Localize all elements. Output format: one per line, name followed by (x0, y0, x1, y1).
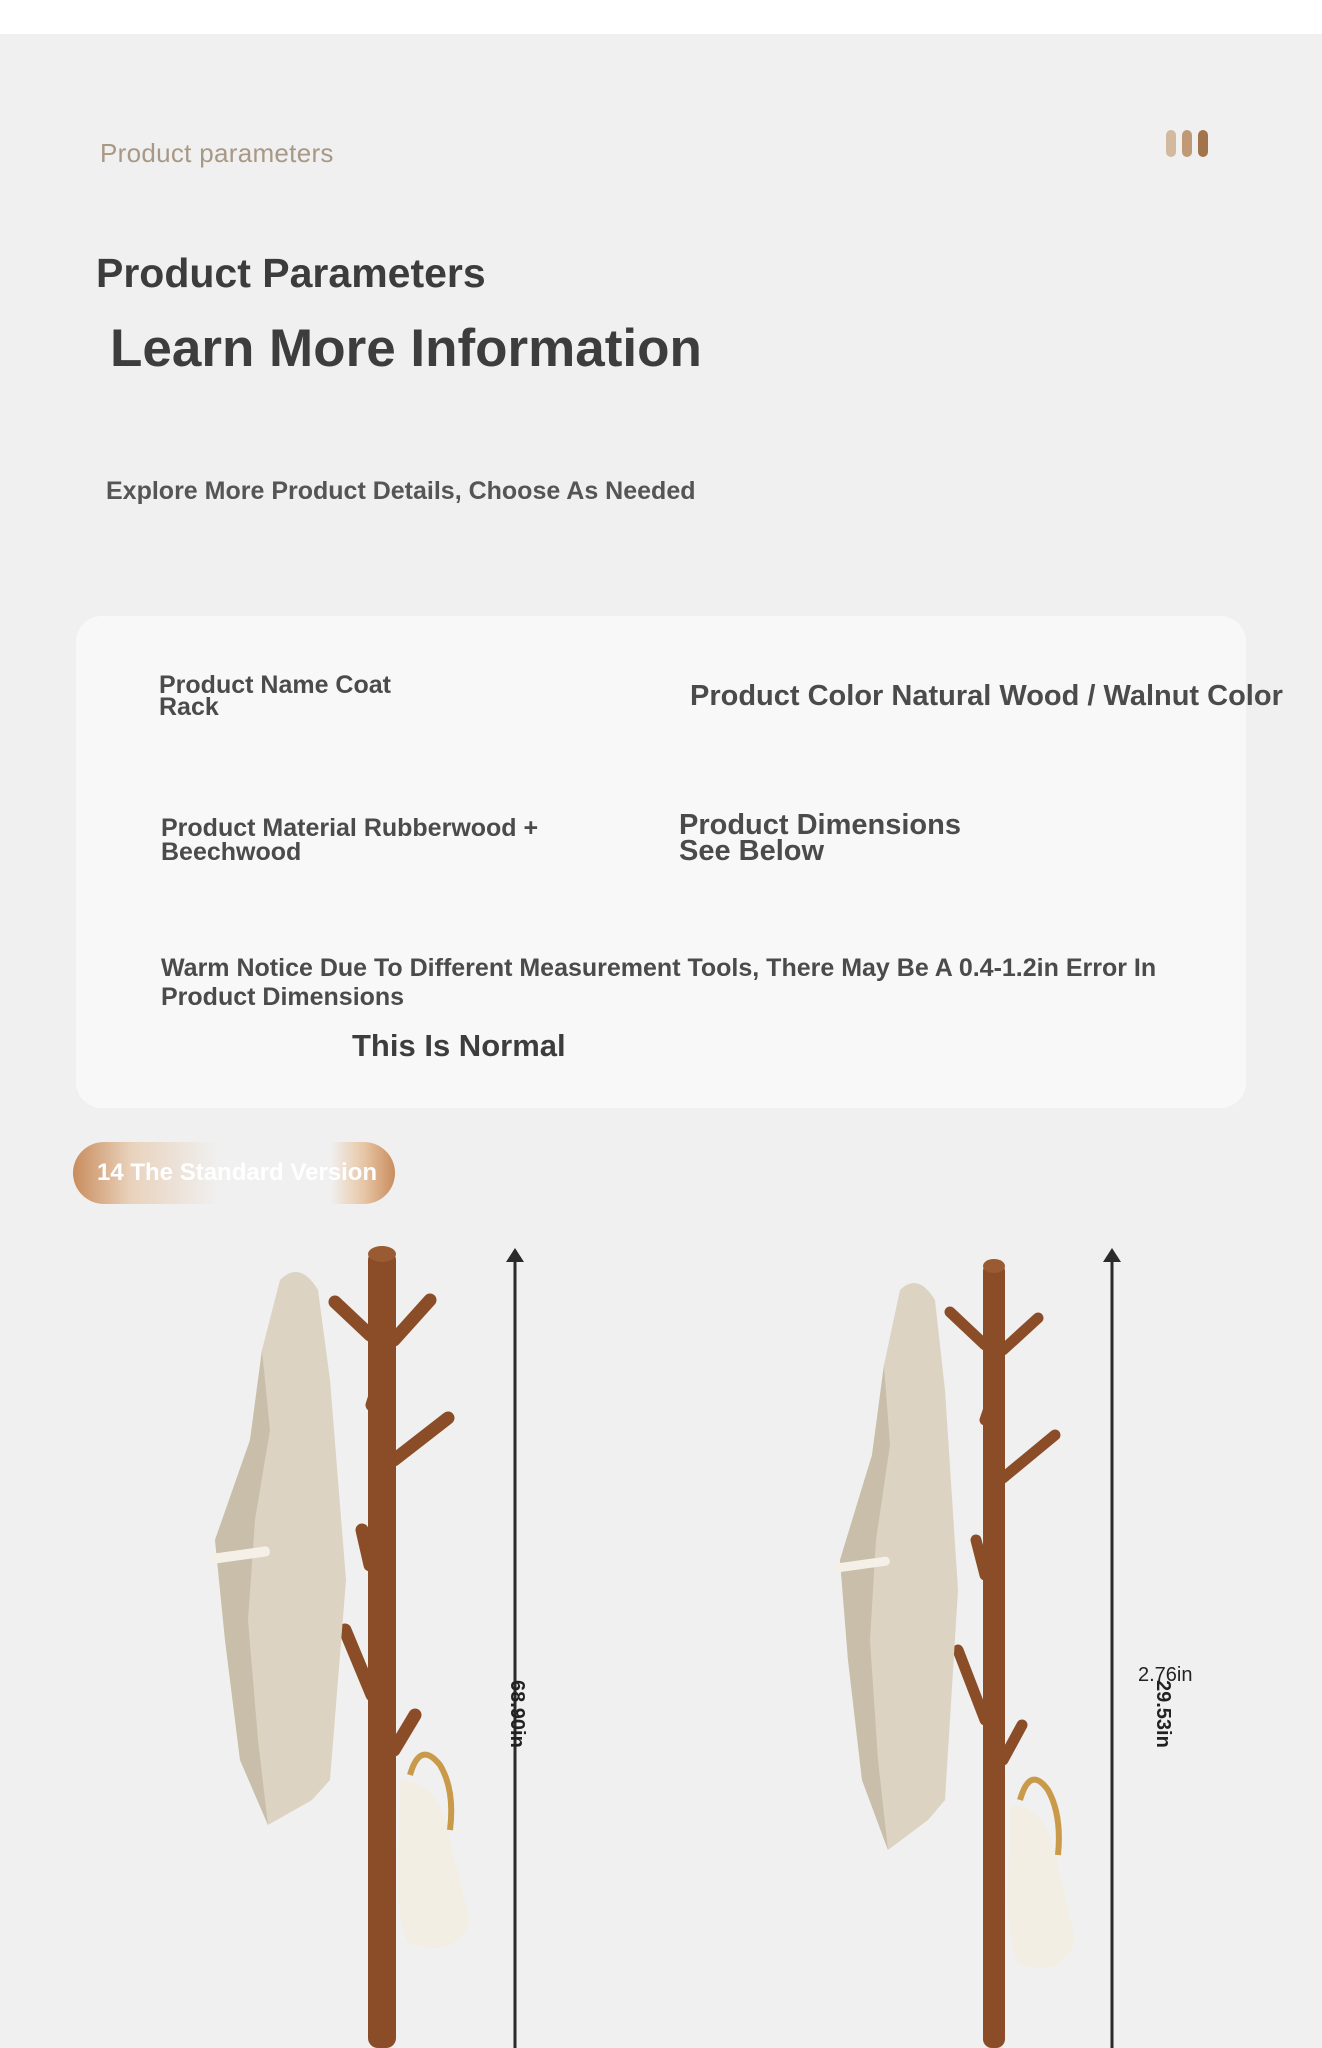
version-badge (73, 1142, 395, 1204)
width-label-right: 2.76in (1138, 1664, 1193, 1686)
version-badge-label: 14 The Standard Version (97, 1159, 378, 1186)
subtitle: Explore More Product Details, Choose As Needed (106, 477, 696, 505)
height-arrow-right (1103, 1248, 1121, 2048)
section-label: Product parameters (100, 138, 334, 168)
coat-rack-right (834, 1259, 1075, 2048)
height-label-left: 68.90in (506, 1680, 528, 1748)
height-arrow-left (506, 1248, 524, 2048)
param-product-material: Product Material Rubberwood + Beechwood (161, 814, 539, 866)
triple-pill-icon (1166, 130, 1208, 157)
param-product-name: Product Name Coat Rack (159, 671, 391, 721)
page-title: Product Parameters (96, 250, 486, 296)
param-product-color: Product Color Natural Wood / Walnut Color (690, 680, 1283, 712)
headline: Learn More Information (110, 319, 702, 378)
param-product-dimensions: Product Dimensions See Below (679, 809, 961, 867)
coat-rack-illustration (0, 1220, 1322, 2048)
height-label-right: 29.53in (1152, 1680, 1174, 1748)
top-strip (0, 0, 1322, 34)
notice-normal: This Is Normal (352, 1028, 566, 1063)
coat-rack-left (210, 1246, 470, 2048)
warm-notice: Warm Notice Due To Different Measurement Tools, There May Be A 0.4-1.2in Error In Product Dimensions (161, 954, 1157, 1011)
